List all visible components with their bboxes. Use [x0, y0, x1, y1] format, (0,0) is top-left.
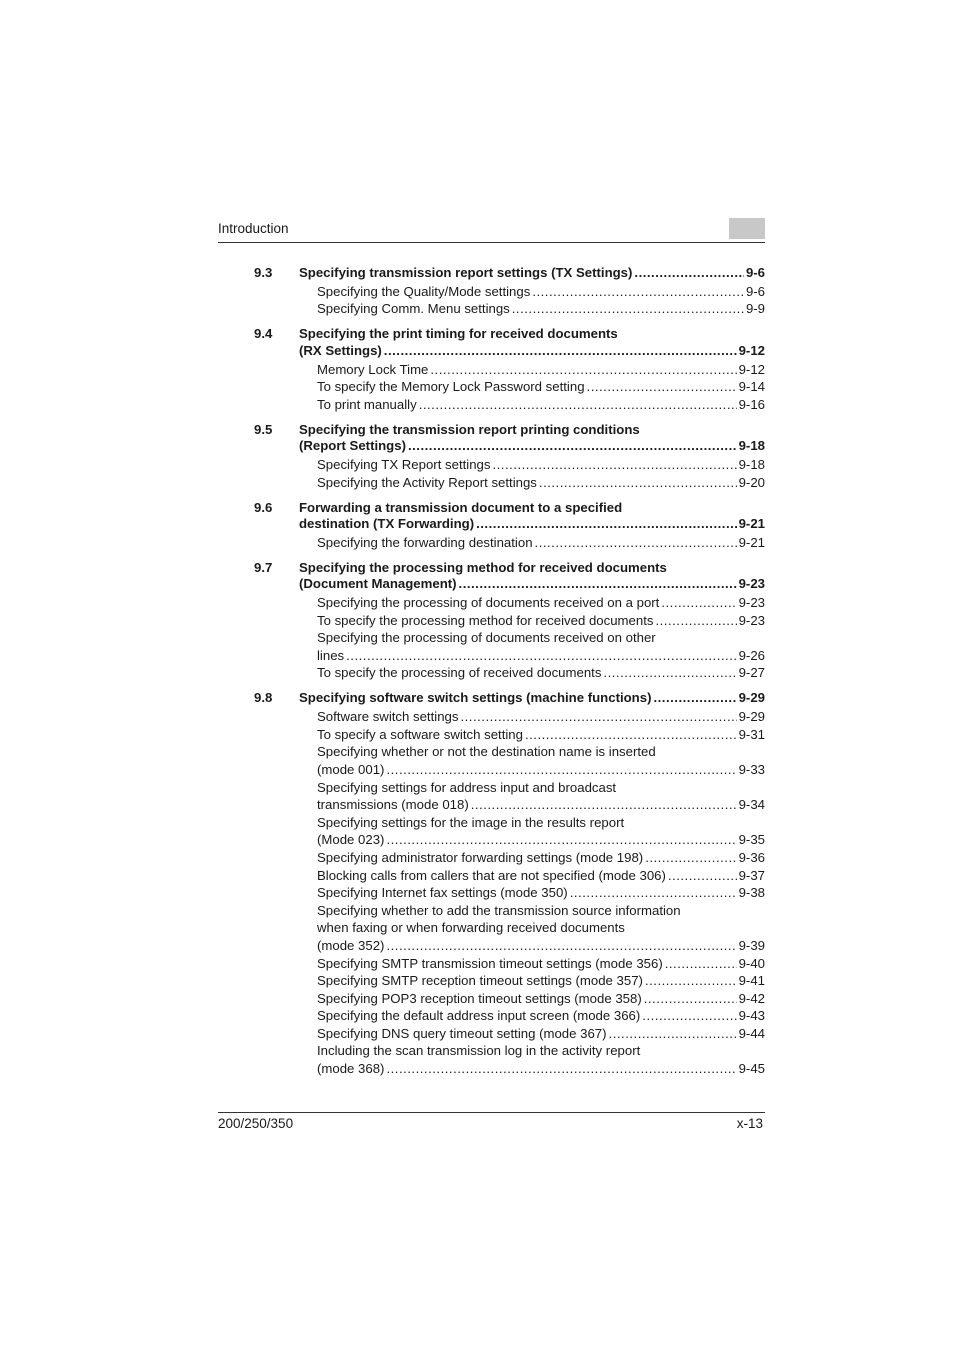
entry-text-line: Specifying the processing of documents received on other [317, 630, 656, 646]
dot-leader [570, 884, 737, 902]
entry-text-line: Specifying whether or not the destination name is inserted [317, 744, 656, 760]
entry-page-number: 9-9 [745, 301, 765, 317]
dot-leader [539, 474, 737, 492]
toc-section [218, 422, 765, 491]
section-entries [317, 456, 765, 491]
toc-entry[interactable] [317, 300, 765, 318]
section-heading[interactable] [218, 265, 765, 281]
dot-leader [645, 849, 736, 867]
dot-leader [430, 361, 736, 379]
entry-leader-line[interactable] [317, 955, 765, 973]
toc-entry[interactable] [317, 361, 765, 379]
dot-leader [459, 576, 737, 592]
section-title-block [299, 690, 765, 706]
section-heading[interactable] [218, 690, 765, 706]
dot-leader [460, 708, 736, 726]
section-title-leader-line[interactable] [299, 343, 765, 359]
toc-entry[interactable] [317, 594, 765, 612]
entry-leader-line[interactable] [317, 664, 765, 682]
toc-entry[interactable] [317, 1007, 765, 1025]
dot-leader [492, 456, 736, 474]
toc-entry[interactable] [317, 474, 765, 492]
dot-leader [419, 396, 737, 414]
toc-entry[interactable] [317, 534, 765, 552]
toc-entry[interactable] [317, 990, 765, 1008]
toc-entry[interactable] [317, 726, 765, 744]
section-title-page-number: 9-18 [738, 438, 765, 454]
entry-page-number: 9-40 [738, 955, 765, 971]
toc-entry[interactable] [317, 1042, 765, 1077]
entry-leader-line[interactable] [317, 761, 765, 779]
entry-text: Specifying POP3 reception timeout settings (mode 358) [317, 990, 642, 1006]
entry-text: (mode 368) [317, 1061, 385, 1077]
section-entries [317, 283, 765, 318]
entry-leader-line[interactable] [317, 937, 765, 955]
section-title-line: Specifying the processing method for received documents [299, 559, 667, 575]
dot-leader [609, 1025, 737, 1043]
toc-entry[interactable] [317, 972, 765, 990]
dot-leader [386, 1060, 736, 1078]
entry-text: To specify the processing of received documents [317, 665, 602, 681]
entry-page-number: 9-26 [738, 647, 765, 663]
entry-leader-line[interactable] [317, 884, 765, 902]
section-entries [317, 361, 765, 414]
entry-leader-line[interactable] [317, 647, 765, 665]
section-number: 9.3 [254, 265, 273, 280]
entry-text: Specifying TX Report settings [317, 456, 491, 472]
toc-entry[interactable] [317, 708, 765, 726]
entry-text-line: Including the scan transmission log in the activity report [317, 1043, 641, 1059]
section-heading[interactable] [218, 560, 765, 593]
entry-text: Specifying Comm. Menu settings [317, 301, 510, 317]
toc-entry[interactable] [317, 612, 765, 630]
toc-entry[interactable] [317, 867, 765, 885]
entry-leader-line[interactable] [317, 708, 765, 726]
entry-leader-line[interactable] [317, 612, 765, 630]
entry-text: Specifying the default address input screen (mode 366) [317, 1008, 641, 1024]
toc-entry[interactable] [317, 849, 765, 867]
entry-text: Specifying the processing of documents received on a port [317, 594, 660, 610]
section-number: 9.5 [254, 421, 273, 437]
entry-leader-line[interactable] [317, 726, 765, 744]
toc-entry[interactable] [317, 283, 765, 301]
entry-page-number: 9-45 [738, 1061, 765, 1077]
dot-leader [655, 612, 736, 630]
dot-leader [386, 937, 736, 955]
dot-leader [476, 516, 736, 532]
section-title-text: (Report Settings) [299, 438, 406, 454]
entry-page-number: 9-31 [738, 726, 765, 742]
entry-page-number: 9-41 [738, 973, 765, 989]
entry-page-number: 9-42 [738, 990, 765, 1006]
entry-text-line: when faxing or when forwarding received documents [317, 920, 625, 936]
toc-entry[interactable] [317, 456, 765, 474]
dot-leader [386, 761, 736, 779]
dot-leader [668, 867, 737, 885]
entry-text: Memory Lock Time [317, 361, 429, 377]
dot-leader [645, 972, 737, 990]
section-entries [317, 708, 765, 1077]
dot-leader [661, 594, 736, 612]
section-title-block [299, 422, 765, 455]
dot-leader [587, 378, 737, 396]
dot-leader [665, 955, 737, 973]
section-title-text: (Document Management) [299, 576, 457, 592]
section-title-page-number: 9-12 [738, 342, 765, 358]
section-title-text: Specifying transmission report settings (TX Settings) [299, 265, 633, 280]
footer-page-number: x-13 [736, 1116, 763, 1131]
entry-leader-line[interactable] [317, 1060, 765, 1078]
entry-page-number: 9-38 [738, 885, 765, 901]
entry-leader-line[interactable] [317, 456, 765, 474]
entry-leader-line[interactable] [317, 534, 765, 552]
entry-leader-line[interactable] [317, 990, 765, 1008]
page-header [218, 218, 765, 243]
toc-entry[interactable] [317, 884, 765, 902]
section-entries [317, 594, 765, 682]
dot-leader [525, 726, 737, 744]
entry-text: Specifying SMTP transmission timeout settings (mode 356) [317, 955, 663, 971]
entry-text: Specifying the forwarding destination [317, 534, 533, 550]
dot-leader [532, 283, 744, 301]
toc-entry[interactable] [317, 664, 765, 682]
section-number: 9.6 [254, 499, 273, 515]
section-title-text: (RX Settings) [299, 342, 382, 358]
section-number: 9.8 [254, 690, 273, 706]
section-title-line: Forwarding a transmission document to a specified [299, 499, 623, 515]
entry-leader-line[interactable] [317, 867, 765, 885]
dot-leader [642, 1007, 736, 1025]
dot-leader [634, 265, 744, 281]
dot-leader [408, 438, 737, 454]
entry-page-number: 9-36 [738, 849, 765, 865]
section-title-line: Specifying the print timing for received documents [299, 326, 618, 342]
entry-leader-line[interactable] [317, 283, 765, 301]
section-title-block [299, 560, 765, 593]
dot-leader [535, 534, 737, 552]
entry-text: (Mode 023) [317, 832, 385, 848]
toc-entry[interactable] [317, 955, 765, 973]
entry-leader-line[interactable] [317, 361, 765, 379]
entry-page-number: 9-39 [738, 937, 765, 953]
entry-leader-line[interactable] [317, 594, 765, 612]
section-number: 9.7 [254, 559, 273, 575]
entry-text-line: Specifying settings for the image in the results report [317, 814, 625, 830]
dot-leader [644, 990, 737, 1008]
section-title-page-number: 9-6 [745, 265, 765, 280]
entry-text: To specify a software switch setting [317, 726, 523, 742]
entry-leader-line[interactable] [317, 378, 765, 396]
entry-page-number: 9-21 [738, 534, 765, 550]
entry-leader-line[interactable] [317, 849, 765, 867]
toc-entry[interactable] [317, 779, 765, 814]
entry-text: transmissions (mode 018) [317, 797, 469, 813]
section-title-leader-line[interactable] [299, 690, 765, 706]
entry-leader-line[interactable] [317, 300, 765, 318]
toc-entry[interactable] [317, 396, 765, 414]
section-title-text: Specifying software switch settings (machine functions) [299, 690, 652, 706]
entry-page-number: 9-16 [738, 396, 765, 412]
entry-text-line: Specifying settings for address input and broadcast [317, 779, 617, 795]
section-number: 9.4 [254, 326, 273, 342]
entry-page-number: 9-29 [738, 709, 765, 725]
section-title-block [299, 500, 765, 533]
entry-text: (mode 001) [317, 761, 385, 777]
entry-leader-line[interactable] [317, 474, 765, 492]
entry-leader-line[interactable] [317, 1025, 765, 1043]
entry-leader-line[interactable] [317, 831, 765, 849]
section-title-block [299, 265, 765, 281]
entry-text: Specifying Internet fax settings (mode 350) [317, 885, 568, 901]
section-title-text: destination (TX Forwarding) [299, 515, 475, 531]
entry-page-number: 9-23 [738, 612, 765, 628]
entry-page-number: 9-44 [738, 1025, 765, 1041]
section-heading[interactable] [218, 422, 765, 455]
dot-leader [471, 796, 737, 814]
toc-entry[interactable] [317, 378, 765, 396]
header-tab-marker [729, 218, 765, 239]
entry-page-number: 9-20 [738, 474, 765, 490]
entry-page-number: 9-18 [738, 456, 765, 472]
entry-text-line: Specifying whether to add the transmission source information [317, 902, 681, 918]
dot-leader [603, 664, 736, 682]
section-title-page-number: 9-29 [738, 690, 765, 706]
section-title-leader-line[interactable] [299, 576, 765, 592]
footer-model: 200/250/350 [218, 1116, 294, 1131]
entry-text: Specifying administrator forwarding settings (mode 198) [317, 849, 644, 865]
entry-text: Specifying DNS query timeout setting (mode 367) [317, 1025, 607, 1041]
section-title-page-number: 9-23 [738, 576, 765, 592]
entry-text: Software switch settings [317, 709, 459, 725]
header-title: Introduction [218, 221, 289, 236]
section-title-line: Specifying the transmission report printing conditions [299, 421, 640, 437]
entry-page-number: 9-34 [738, 797, 765, 813]
section-title-leader-line[interactable] [299, 265, 765, 281]
dot-leader [384, 343, 737, 359]
table-of-contents [218, 265, 765, 1086]
entry-page-number: 9-23 [738, 594, 765, 610]
toc-section [218, 690, 765, 1077]
dot-leader [512, 300, 744, 318]
entry-page-number: 9-43 [738, 1008, 765, 1024]
section-heading[interactable] [218, 500, 765, 533]
entry-page-number: 9-12 [738, 361, 765, 377]
entry-text: Specifying the Activity Report settings [317, 474, 537, 490]
dot-leader [386, 831, 736, 849]
toc-entry[interactable] [317, 629, 765, 664]
entry-page-number: 9-35 [738, 832, 765, 848]
entry-text: To print manually [317, 396, 417, 412]
entry-page-number: 9-37 [738, 867, 765, 883]
dot-leader [653, 690, 736, 706]
entry-leader-line[interactable] [317, 972, 765, 990]
entry-leader-line[interactable] [317, 796, 765, 814]
entry-text: Blocking calls from callers that are not specified (mode 306) [317, 867, 666, 883]
dot-leader [346, 647, 736, 665]
entry-text: Specifying the Quality/Mode settings [317, 283, 531, 299]
toc-section [218, 326, 765, 413]
toc-section [218, 560, 765, 682]
section-title-leader-line[interactable] [299, 516, 765, 532]
entry-page-number: 9-6 [745, 283, 765, 299]
section-title-page-number: 9-21 [738, 515, 765, 531]
entry-page-number: 9-33 [738, 761, 765, 777]
toc-entry[interactable] [317, 743, 765, 778]
section-title-block [299, 326, 765, 359]
entry-text: lines [317, 647, 345, 663]
page-footer [218, 1112, 765, 1131]
entry-leader-line[interactable] [317, 1007, 765, 1025]
entry-page-number: 9-14 [738, 379, 765, 395]
entry-text: (mode 352) [317, 937, 385, 953]
entry-leader-line[interactable] [317, 396, 765, 414]
section-heading[interactable] [218, 326, 765, 359]
entry-page-number: 9-27 [738, 665, 765, 681]
toc-entry[interactable] [317, 814, 765, 849]
entry-text: To specify the Memory Lock Password setting [317, 379, 585, 395]
entry-text: Specifying SMTP reception timeout settings (mode 357) [317, 973, 643, 989]
toc-entry[interactable] [317, 1025, 765, 1043]
entry-text: To specify the processing method for received documents [317, 612, 654, 628]
section-entries [317, 534, 765, 552]
toc-section [218, 500, 765, 552]
section-title-leader-line[interactable] [299, 438, 765, 454]
toc-entry[interactable] [317, 902, 765, 955]
toc-section [218, 265, 765, 318]
